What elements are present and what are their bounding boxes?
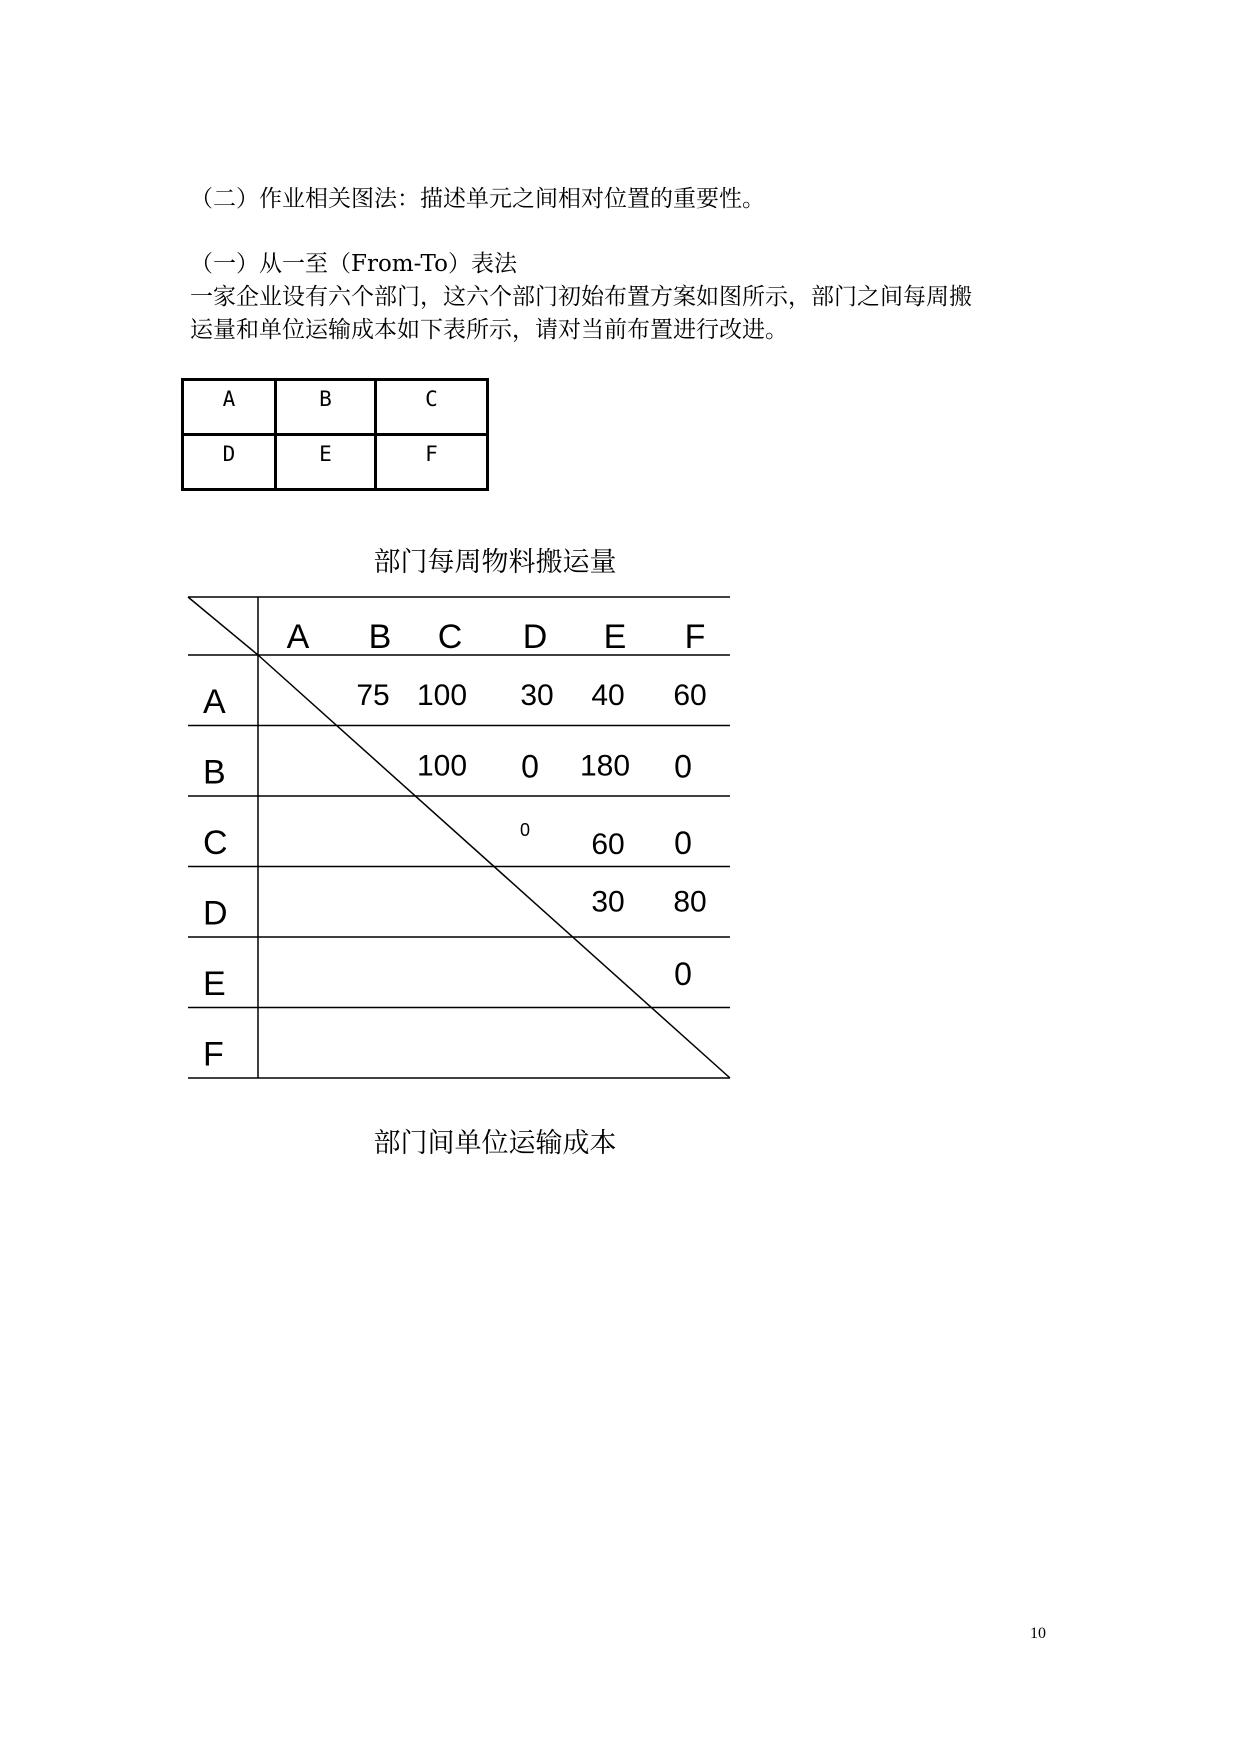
matrix-cell-value: 30 [520, 679, 554, 712]
matrix-cell-value: 60 [673, 679, 707, 712]
matrix-cell-value: 100 [416, 749, 468, 783]
column-header: A [286, 618, 310, 656]
row-header: C [203, 824, 228, 862]
layout-cell-b: B [276, 380, 376, 435]
matrix-cell-value: 0 [674, 748, 692, 785]
row-header: B [203, 753, 226, 792]
matrix-cell-value: 0 [519, 820, 531, 840]
section-heading-from-to: （一）从一至（From-To）表法 [190, 251, 517, 277]
matrix-cell-value: 40 [591, 679, 625, 712]
matrix-cell-value: 0 [521, 748, 539, 785]
matrix-cell-value: 60 [591, 828, 625, 861]
matrix-cell-value: 0 [674, 825, 692, 861]
column-header: D [522, 618, 548, 656]
layout-cell-f: F [376, 435, 488, 490]
problem-text-line-2: 运量和单位运输成本如下表所示，请对当前布置进行改进。 [190, 317, 788, 343]
matrix-cell-value: 80 [673, 885, 707, 919]
layout-cell-e: E [276, 435, 376, 490]
matrix-cell-value: 75 [356, 679, 390, 712]
column-header: C [437, 618, 463, 656]
matrix-cell-value: 100 [416, 679, 468, 712]
row-header: E [203, 965, 226, 1003]
page-number: 10 [1030, 1625, 1046, 1642]
row-header: D [203, 894, 228, 933]
matrix-cell-value: 0 [674, 956, 692, 992]
matrix-cell-value: 180 [579, 749, 631, 783]
corner-diagonal [188, 597, 258, 655]
layout-cell-a: A [183, 380, 276, 435]
row-header: F [203, 1035, 224, 1074]
problem-text-line-1: 一家企业设有六个部门，这六个部门初始布置方案如图所示，部门之间每周搬 [190, 284, 972, 310]
section-heading-activity-chart: （二）作业相关图法：描述单元之间相对位置的重要性。 [190, 186, 765, 212]
column-header: F [684, 618, 706, 656]
column-header: B [368, 618, 392, 656]
matrix-cell-value: 30 [591, 885, 625, 919]
layout-cell-c: C [376, 380, 488, 435]
column-header: E [603, 618, 627, 656]
row-header: A [203, 683, 226, 721]
cost-table-caption: 部门间单位运输成本 [373, 1128, 617, 1159]
flow-table-caption: 部门每周物料搬运量 [373, 547, 617, 578]
layout-cell-d: D [183, 435, 276, 490]
